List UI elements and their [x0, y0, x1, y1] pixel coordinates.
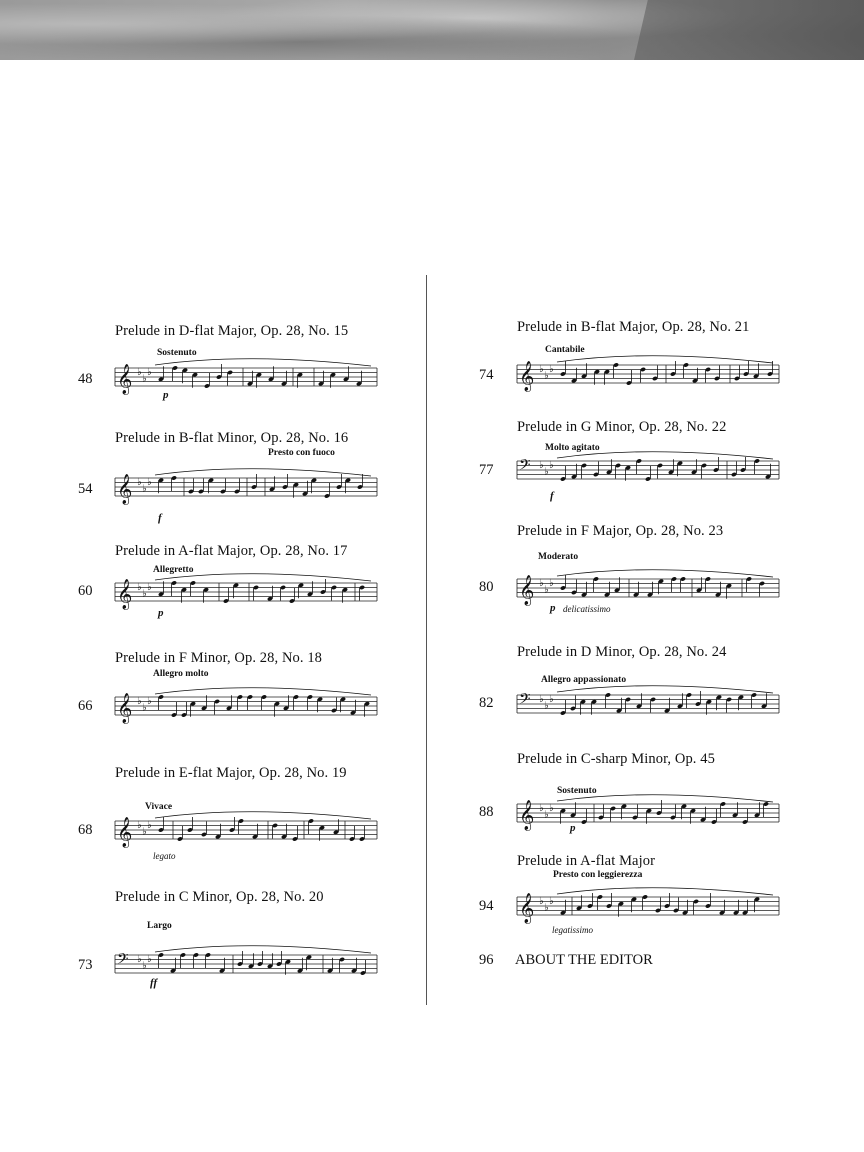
tempo-mark: Allegro molto: [153, 669, 209, 679]
tempo-mark: Vivace: [145, 802, 173, 812]
phrase-slur: [557, 356, 773, 363]
flat-icon: ♭: [147, 366, 152, 378]
expression-mark: legatissimo: [552, 925, 594, 935]
flat-icon: ♭: [539, 895, 544, 907]
flat-icon: ♭: [142, 826, 147, 838]
flat-icon: ♭: [549, 363, 554, 375]
flat-icon: ♭: [544, 809, 549, 821]
flat-icon: ♭: [544, 700, 549, 712]
bass-clef-icon: 𝄢: [519, 456, 531, 478]
phrase-slur: [155, 469, 371, 476]
entry-title: Prelude in D-flat Major, Op. 28, No. 15: [115, 323, 349, 339]
phrase-slur: [155, 946, 371, 953]
flat-icon: ♭: [544, 584, 549, 596]
phrase-slur: [155, 359, 371, 366]
music-incipit: [517, 687, 779, 721]
music-incipit: [517, 453, 779, 487]
flat-icon: ♭: [147, 476, 152, 488]
flat-icon: ♭: [539, 802, 544, 814]
entry-title: Prelude in B-flat Minor, Op. 28, No. 16: [115, 430, 349, 446]
tempo-mark: Cantabile: [545, 345, 585, 355]
dynamic-mark: p: [163, 389, 169, 401]
flat-icon: ♭: [142, 373, 147, 385]
phrase-slur: [557, 686, 773, 693]
flat-icon: ♭: [544, 902, 549, 914]
flat-icon: ♭: [137, 581, 142, 593]
tempo-mark: Largo: [147, 921, 172, 931]
entry-page: 74: [479, 367, 494, 383]
dynamic-mark: f: [550, 490, 554, 502]
flat-icon: ♭: [137, 953, 142, 965]
phrase-slur: [557, 452, 773, 459]
flat-icon: ♭: [549, 802, 554, 814]
flat-icon: ♭: [539, 459, 544, 471]
entry-title: Prelude in F Major, Op. 28, No. 23: [517, 523, 724, 539]
bass-clef-icon: 𝄢: [117, 950, 129, 972]
tempo-mark: Presto con leggierezza: [553, 870, 643, 880]
flat-icon: ♭: [142, 960, 147, 972]
tempo-mark: Sostenuto: [557, 786, 597, 796]
flat-icon: ♭: [539, 693, 544, 705]
flat-icon: ♭: [549, 577, 554, 589]
treble-clef-icon: 𝄞: [117, 693, 133, 724]
tempo-mark: Sostenuto: [157, 348, 197, 358]
flat-icon: ♭: [147, 819, 152, 831]
music-incipit: [517, 889, 779, 923]
treble-clef-icon: 𝄞: [519, 361, 535, 392]
tempo-mark: Moderato: [538, 552, 579, 562]
music-incipit: [115, 575, 377, 609]
flat-icon: ♭: [137, 366, 142, 378]
treble-clef-icon: 𝄞: [117, 579, 133, 610]
entry-page: 96: [479, 952, 494, 968]
flat-icon: ♭: [142, 588, 147, 600]
expression-mark: delicatissimo: [563, 604, 611, 614]
entry-title: Prelude in C-sharp Minor, Op. 45: [517, 751, 715, 767]
flat-icon: ♭: [549, 693, 554, 705]
entry-page: 88: [479, 804, 494, 820]
tempo-mark: Presto con fuoco: [268, 448, 335, 458]
flat-icon: ♭: [539, 363, 544, 375]
treble-clef-icon: 𝄞: [117, 817, 133, 848]
treble-clef-icon: 𝄞: [519, 575, 535, 606]
column-divider: [426, 275, 427, 1005]
phrase-slur: [155, 688, 371, 695]
dynamic-mark: ff: [150, 977, 158, 989]
entry-title: Prelude in D Minor, Op. 28, No. 24: [517, 644, 727, 660]
entry-title: Prelude in C Minor, Op. 28, No. 20: [115, 889, 324, 905]
entry-page: 77: [479, 462, 494, 478]
tempo-mark: Allegretto: [153, 565, 194, 575]
entry-title: Prelude in B-flat Major, Op. 28, No. 21: [517, 319, 750, 335]
phrase-slur: [557, 570, 773, 577]
dynamic-mark: p: [570, 822, 576, 834]
flat-icon: ♭: [147, 953, 152, 965]
flat-icon: ♭: [147, 581, 152, 593]
flat-icon: ♭: [539, 577, 544, 589]
entry-title: Prelude in A-flat Major: [517, 853, 656, 869]
flat-icon: ♭: [137, 695, 142, 707]
entry-page: 66: [78, 698, 93, 714]
entry-page: 80: [479, 579, 494, 595]
treble-clef-icon: 𝄞: [117, 474, 133, 505]
dynamic-mark: p: [550, 602, 556, 614]
flat-icon: ♭: [137, 819, 142, 831]
music-incipit: [115, 813, 377, 847]
phrase-slur: [155, 574, 371, 581]
phrase-slur: [155, 812, 371, 819]
entry-title: Prelude in E-flat Major, Op. 28, No. 19: [115, 765, 347, 781]
entry-title: Prelude in F Minor, Op. 28, No. 18: [115, 650, 323, 666]
flat-icon: ♭: [142, 702, 147, 714]
flat-icon: ♭: [142, 483, 147, 495]
tempo-mark: Molto agitato: [545, 443, 600, 453]
music-incipit: [115, 689, 377, 723]
phrase-slur: [557, 888, 773, 895]
music-incipit: [115, 470, 377, 504]
entry-title: Prelude in G Minor, Op. 28, No. 22: [517, 419, 727, 435]
entry-page: 54: [78, 481, 93, 497]
tempo-mark: Allegro appassionato: [541, 675, 627, 685]
entry-page: 73: [78, 957, 93, 973]
header-banner: [0, 0, 864, 60]
entry-title: ABOUT THE EDITOR: [515, 952, 653, 968]
music-incipit: [115, 947, 377, 981]
flat-icon: ♭: [147, 695, 152, 707]
music-incipit: [517, 357, 779, 391]
music-incipit: [517, 796, 779, 830]
bass-clef-icon: 𝄢: [519, 690, 531, 712]
dynamic-mark: f: [158, 512, 162, 524]
entry-page: 94: [479, 898, 494, 914]
entry-title: Prelude in A-flat Major, Op. 28, No. 17: [115, 543, 348, 559]
entry-page: 82: [479, 695, 494, 711]
entry-page: 68: [78, 822, 93, 838]
treble-clef-icon: 𝄞: [519, 800, 535, 831]
treble-clef-icon: 𝄞: [117, 364, 133, 395]
music-incipit: [115, 360, 377, 394]
treble-clef-icon: 𝄞: [519, 893, 535, 924]
music-incipit: [517, 571, 779, 605]
flat-icon: ♭: [549, 459, 554, 471]
dynamic-mark: p: [158, 607, 164, 619]
phrase-slur: [557, 795, 773, 802]
flat-icon: ♭: [544, 370, 549, 382]
expression-mark: legato: [153, 851, 176, 861]
entry-page: 60: [78, 583, 93, 599]
banner-band: [634, 0, 864, 60]
flat-icon: ♭: [544, 466, 549, 478]
entry-page: 48: [78, 371, 93, 387]
flat-icon: ♭: [549, 895, 554, 907]
flat-icon: ♭: [137, 476, 142, 488]
